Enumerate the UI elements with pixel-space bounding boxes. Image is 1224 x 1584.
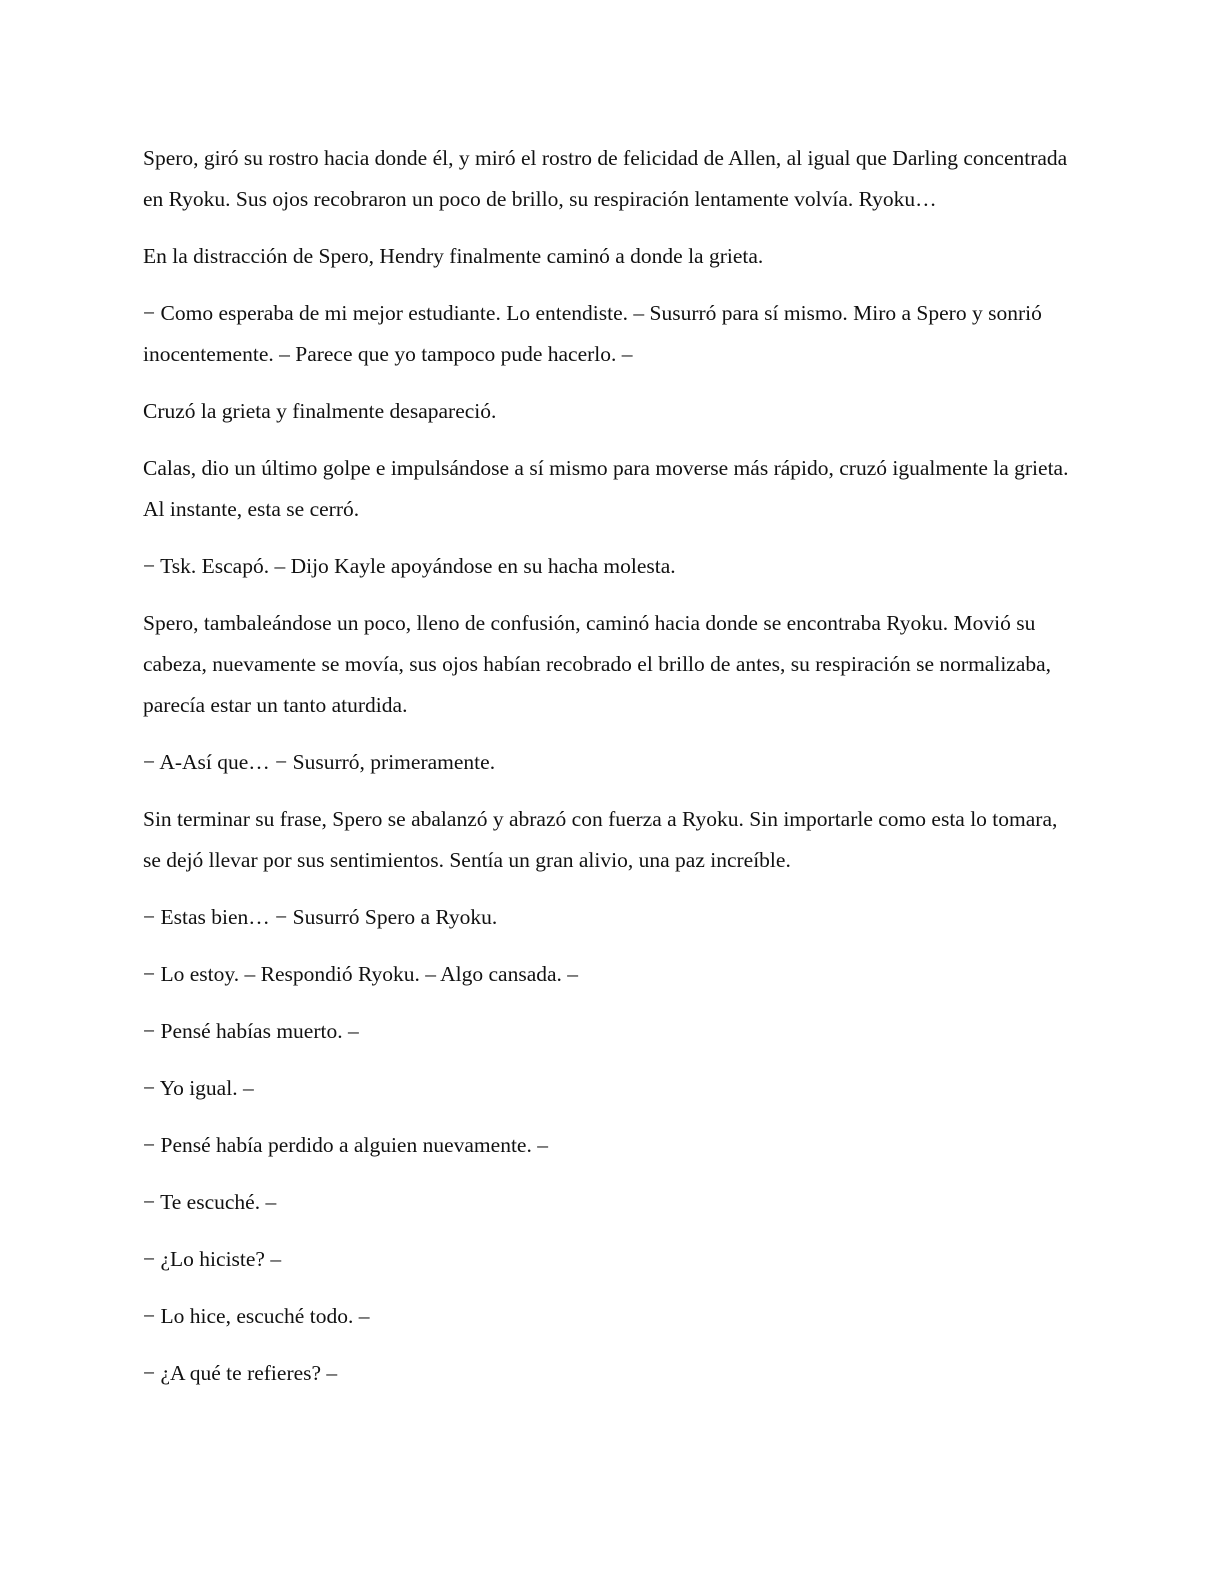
dialogue-line: − Pensé habías muerto. – xyxy=(143,1019,359,1043)
dialogue-line: − ¿Lo hiciste? – xyxy=(143,1247,282,1271)
paragraph: Cruzó la grieta y finalmente desapareció. xyxy=(143,399,497,423)
dialogue-line: − Lo estoy. – Respondió Ryoku. – Algo cansada. – xyxy=(143,962,579,986)
dialogue-line: − Yo igual. – xyxy=(143,1076,254,1100)
dialogue-line: − Estas bien… − Susurró Spero a Ryoku. xyxy=(143,905,498,929)
dialogue-line: − Pensé había perdido a alguien nuevamente. – xyxy=(143,1133,548,1157)
paragraph: − Tsk. Escapó. – Dijo Kayle apoyándose en su hacha molesta. xyxy=(143,554,676,578)
document-page xyxy=(143,138,1073,1410)
paragraph: Sin terminar su frase, Spero se abalanzó y abrazó con fuerza a Ryoku. Sin importarle como esta lo tomara, se dejó llevar por sus sentimientos. Sentía un gran alivio, una paz increíble. xyxy=(143,807,1058,872)
paragraph: Spero, tambaleándose un poco, lleno de confusión, caminó hacia donde se encontraba Ryoku. Movió su cabeza, nuevamente se movía, sus ojos habían recobrado el brillo de antes, su respiración se normalizaba, parecía estar un tanto aturdida. xyxy=(143,611,1052,717)
paragraph: En la distracción de Spero, Hendry finalmente caminó a donde la grieta. xyxy=(143,244,764,268)
dialogue-line: − Te escuché. – xyxy=(143,1190,277,1214)
paragraph: − A-Así que… − Susurró, primeramente. xyxy=(143,750,496,774)
dialogue-line: − Lo hice, escuché todo. – xyxy=(143,1304,370,1328)
paragraph: Spero, giró su rostro hacia donde él, y miró el rostro de felicidad de Allen, al igual que Darling concentrada en Ryoku. Sus ojos recobraron un poco de brillo, su respiración lentamente volvía. Ryoku… xyxy=(143,146,1068,211)
paragraph: − Como esperaba de mi mejor estudiante. Lo entendiste. – Susurró para sí mismo. Miro a Spero y sonrió inocentemente. – Parece que yo tampoco pude hacerlo. – xyxy=(143,301,1042,366)
dialogue-line: − ¿A qué te refieres? – xyxy=(143,1361,338,1385)
paragraph: Calas, dio un último golpe e impulsándose a sí mismo para moverse más rápido, cruzó igualmente la grieta. Al instante, esta se cerró. xyxy=(143,456,1069,521)
